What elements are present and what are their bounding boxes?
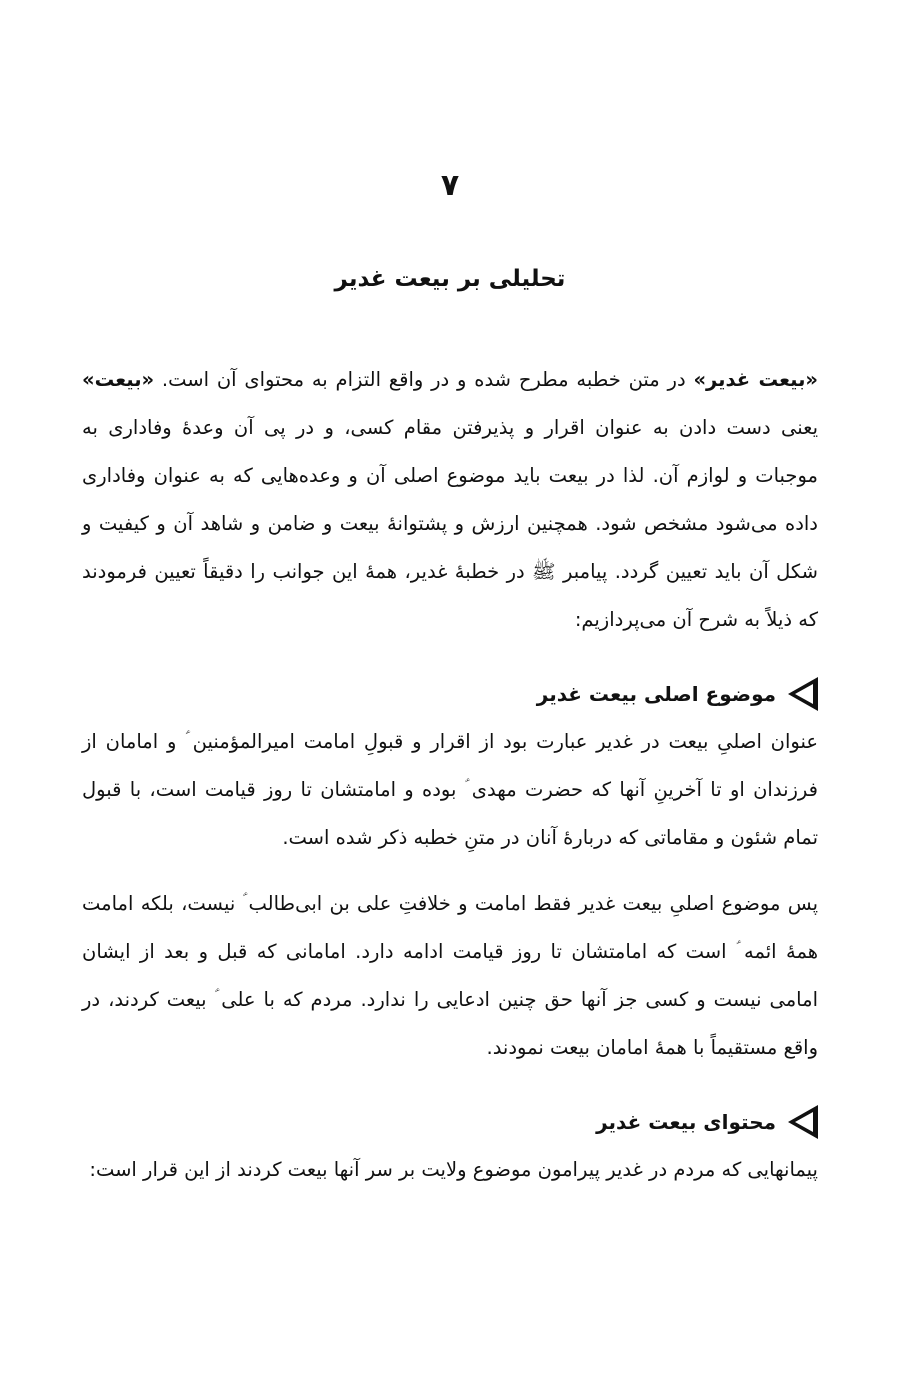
triangle-bullet-icon — [788, 677, 818, 711]
section-heading-text: محتوای بیعت غدیر — [596, 1110, 776, 1134]
intro-term-bayat: «بیعت» — [82, 368, 155, 391]
section-heading-content — [82, 1098, 818, 1146]
triangle-bullet-icon — [788, 1105, 818, 1139]
section2-paragraph-1: پیمانهایی که مردم در غدیر پیرامون موضوع ولایت بر سر آنها بیعت کردند از این قرار است: — [89, 1158, 818, 1181]
section-heading-main-subject — [82, 670, 818, 718]
section1-paragraph-2: پس موضوع اصلیِ بیعت غدیر فقط امامت و خلافتِ علی بن ابی‌طالب ؑ نیست، بلکه امامت همهٔ ائمه ؑ است که امامتشان تا روز قیامت ادامه دارد. امامانی که قبل و بعد از ایشان امامی نیست و کسی جز آنها حق چنین ادعایی را ندارد. مردم که با علی ؑ بیعت کردند، در واقع مستقیماً با همهٔ امامان بیعت نمودند. — [82, 892, 818, 1059]
intro-term-bayat-ghadir: «بیعت غدیر» — [693, 368, 818, 391]
chapter-title: تحلیلی بر بیعت غدیر — [334, 266, 566, 292]
intro-text-1: در متن خطبه مطرح شده و در واقع التزام به محتوای آن است. — [154, 368, 694, 391]
page-content — [82, 356, 818, 1194]
section1-paragraph-1: عنوان اصلیِ بیعت در غدیر عبارت بود از اقرار و قبولِ امامت امیرالمؤمنین ؑ و امامان از فرزندان او تا آخرینِ آنها که حضرت مهدی ؑ بوده و امامتشان تا روز قیامت است، با قبول تمام شئون و مقاماتی که دربارهٔ آنان در متنِ خطبه ذکر شده است. — [82, 730, 818, 849]
chapter-number: ۷ — [440, 168, 460, 203]
section-heading-text: موضوع اصلی بیعت غدیر — [536, 682, 776, 706]
intro-paragraph — [82, 356, 818, 644]
intro-text-2: یعنی دست دادن به عنوان اقرار و پذیرفتن مقام کسی، و در پی آن وعدهٔ وفاداری به موجبات و لوازم آن. لذا در بیعت باید موضوع اصلی آن و وعده‌هایی که به عنوان وفاداری داده می‌شود مشخص شود. همچنین ارزش و پشتوانهٔ بیعت و ضامن و شاهد آن و کیفیت و شکل آن باید تعیین گردد. پیامبر ﷺ در خطبهٔ غدیر، همهٔ این جوانب را دقیقاً تعیین فرمودند که ذیلاً به شرح آن می‌پردازیم: — [82, 416, 818, 631]
